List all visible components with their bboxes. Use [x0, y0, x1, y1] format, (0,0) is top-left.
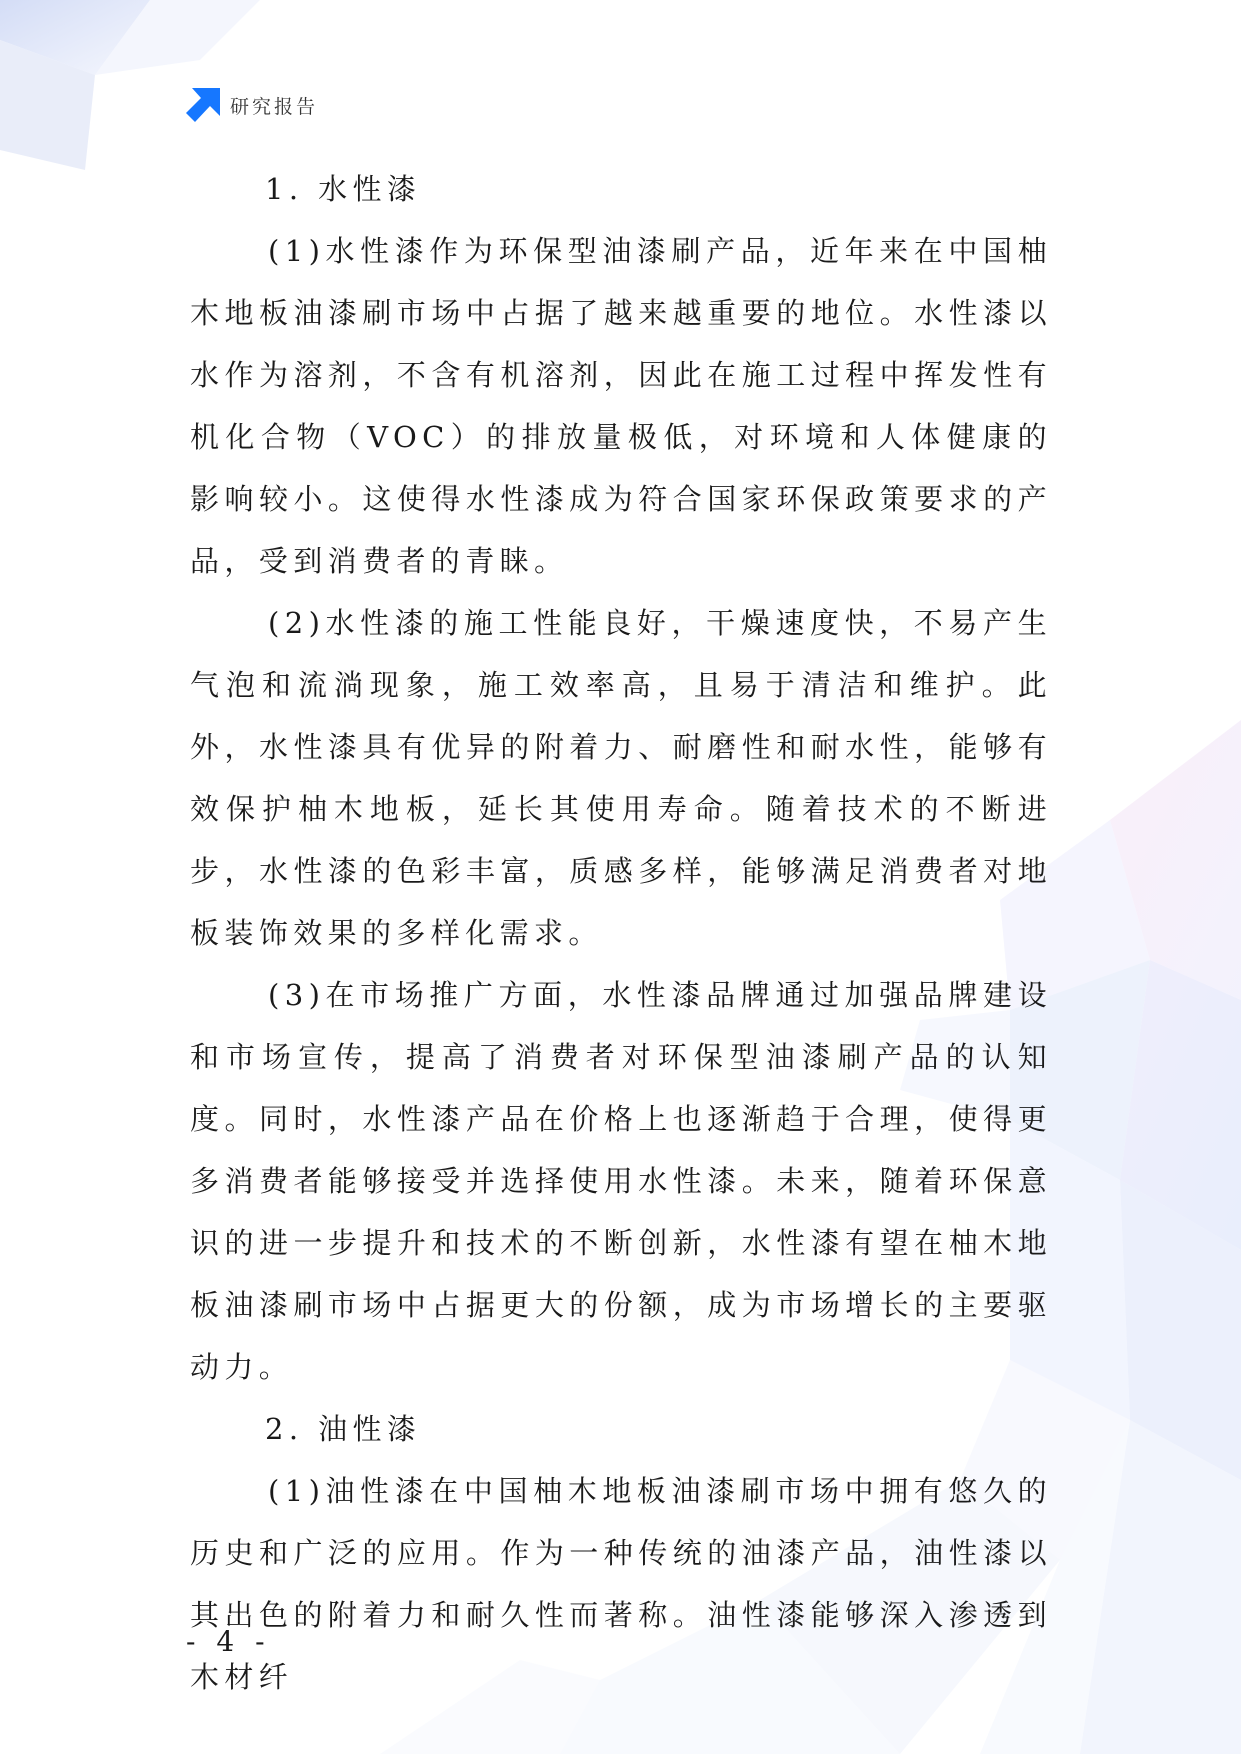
report-header	[186, 88, 318, 122]
page-number: - 4 -	[186, 1625, 271, 1658]
header-label: 研究报告	[230, 95, 319, 118]
section-heading: 1. 水性漆	[265, 172, 422, 206]
document-body	[190, 158, 1052, 1708]
paragraph: (2)水性漆的施工性能良好，干燥速度快，不易产生气泡和流淌现象，施工效率高，且易于清洁和维护。此外，水性漆具有优异的附着力、耐磨性和耐水性，能够有效保护柚木地板，延长其使用寿命。随着技术的不断进步，水性漆的色彩丰富，质感多样，能够满足消费者对地板装饰效果的多样化需求。	[190, 606, 1052, 950]
section-heading: 2. 油性漆	[265, 1412, 422, 1446]
paragraph: (3)在市场推广方面，水性漆品牌通过加强品牌建设和市场宣传，提高了消费者对环保型油漆刷产品的认知度。同时，水性漆产品在价格上也逐渐趋于合理，使得更多消费者能够接受并选择使用水性漆。未来，随着环保意识的进一步提升和技术的不断创新，水性漆有望在柚木地板油漆刷市场中占据更大的份额，成为市场增长的主要驱动力。	[190, 978, 1052, 1384]
paragraph: (1)油性漆在中国柚木地板油漆刷市场中拥有悠久的历史和广泛的应用。作为一种传统的油漆产品，油性漆以其出色的附着力和耐久性而著称。油性漆能够深入渗透到木材纤	[190, 1474, 1052, 1694]
paragraph: (1)水性漆作为环保型油漆刷产品，近年来在中国柚木地板油漆刷市场中占据了越来越重要的地位。水性漆以水作为溶剂，不含有机溶剂，因此在施工过程中挥发性有机化合物（VOC）的排放量极低，对环境和人体健康的影响较小。这使得水性漆成为符合国家环保政策要求的产品，受到消费者的青睐。	[190, 234, 1052, 578]
arrow-up-right-logo-icon	[186, 88, 220, 122]
